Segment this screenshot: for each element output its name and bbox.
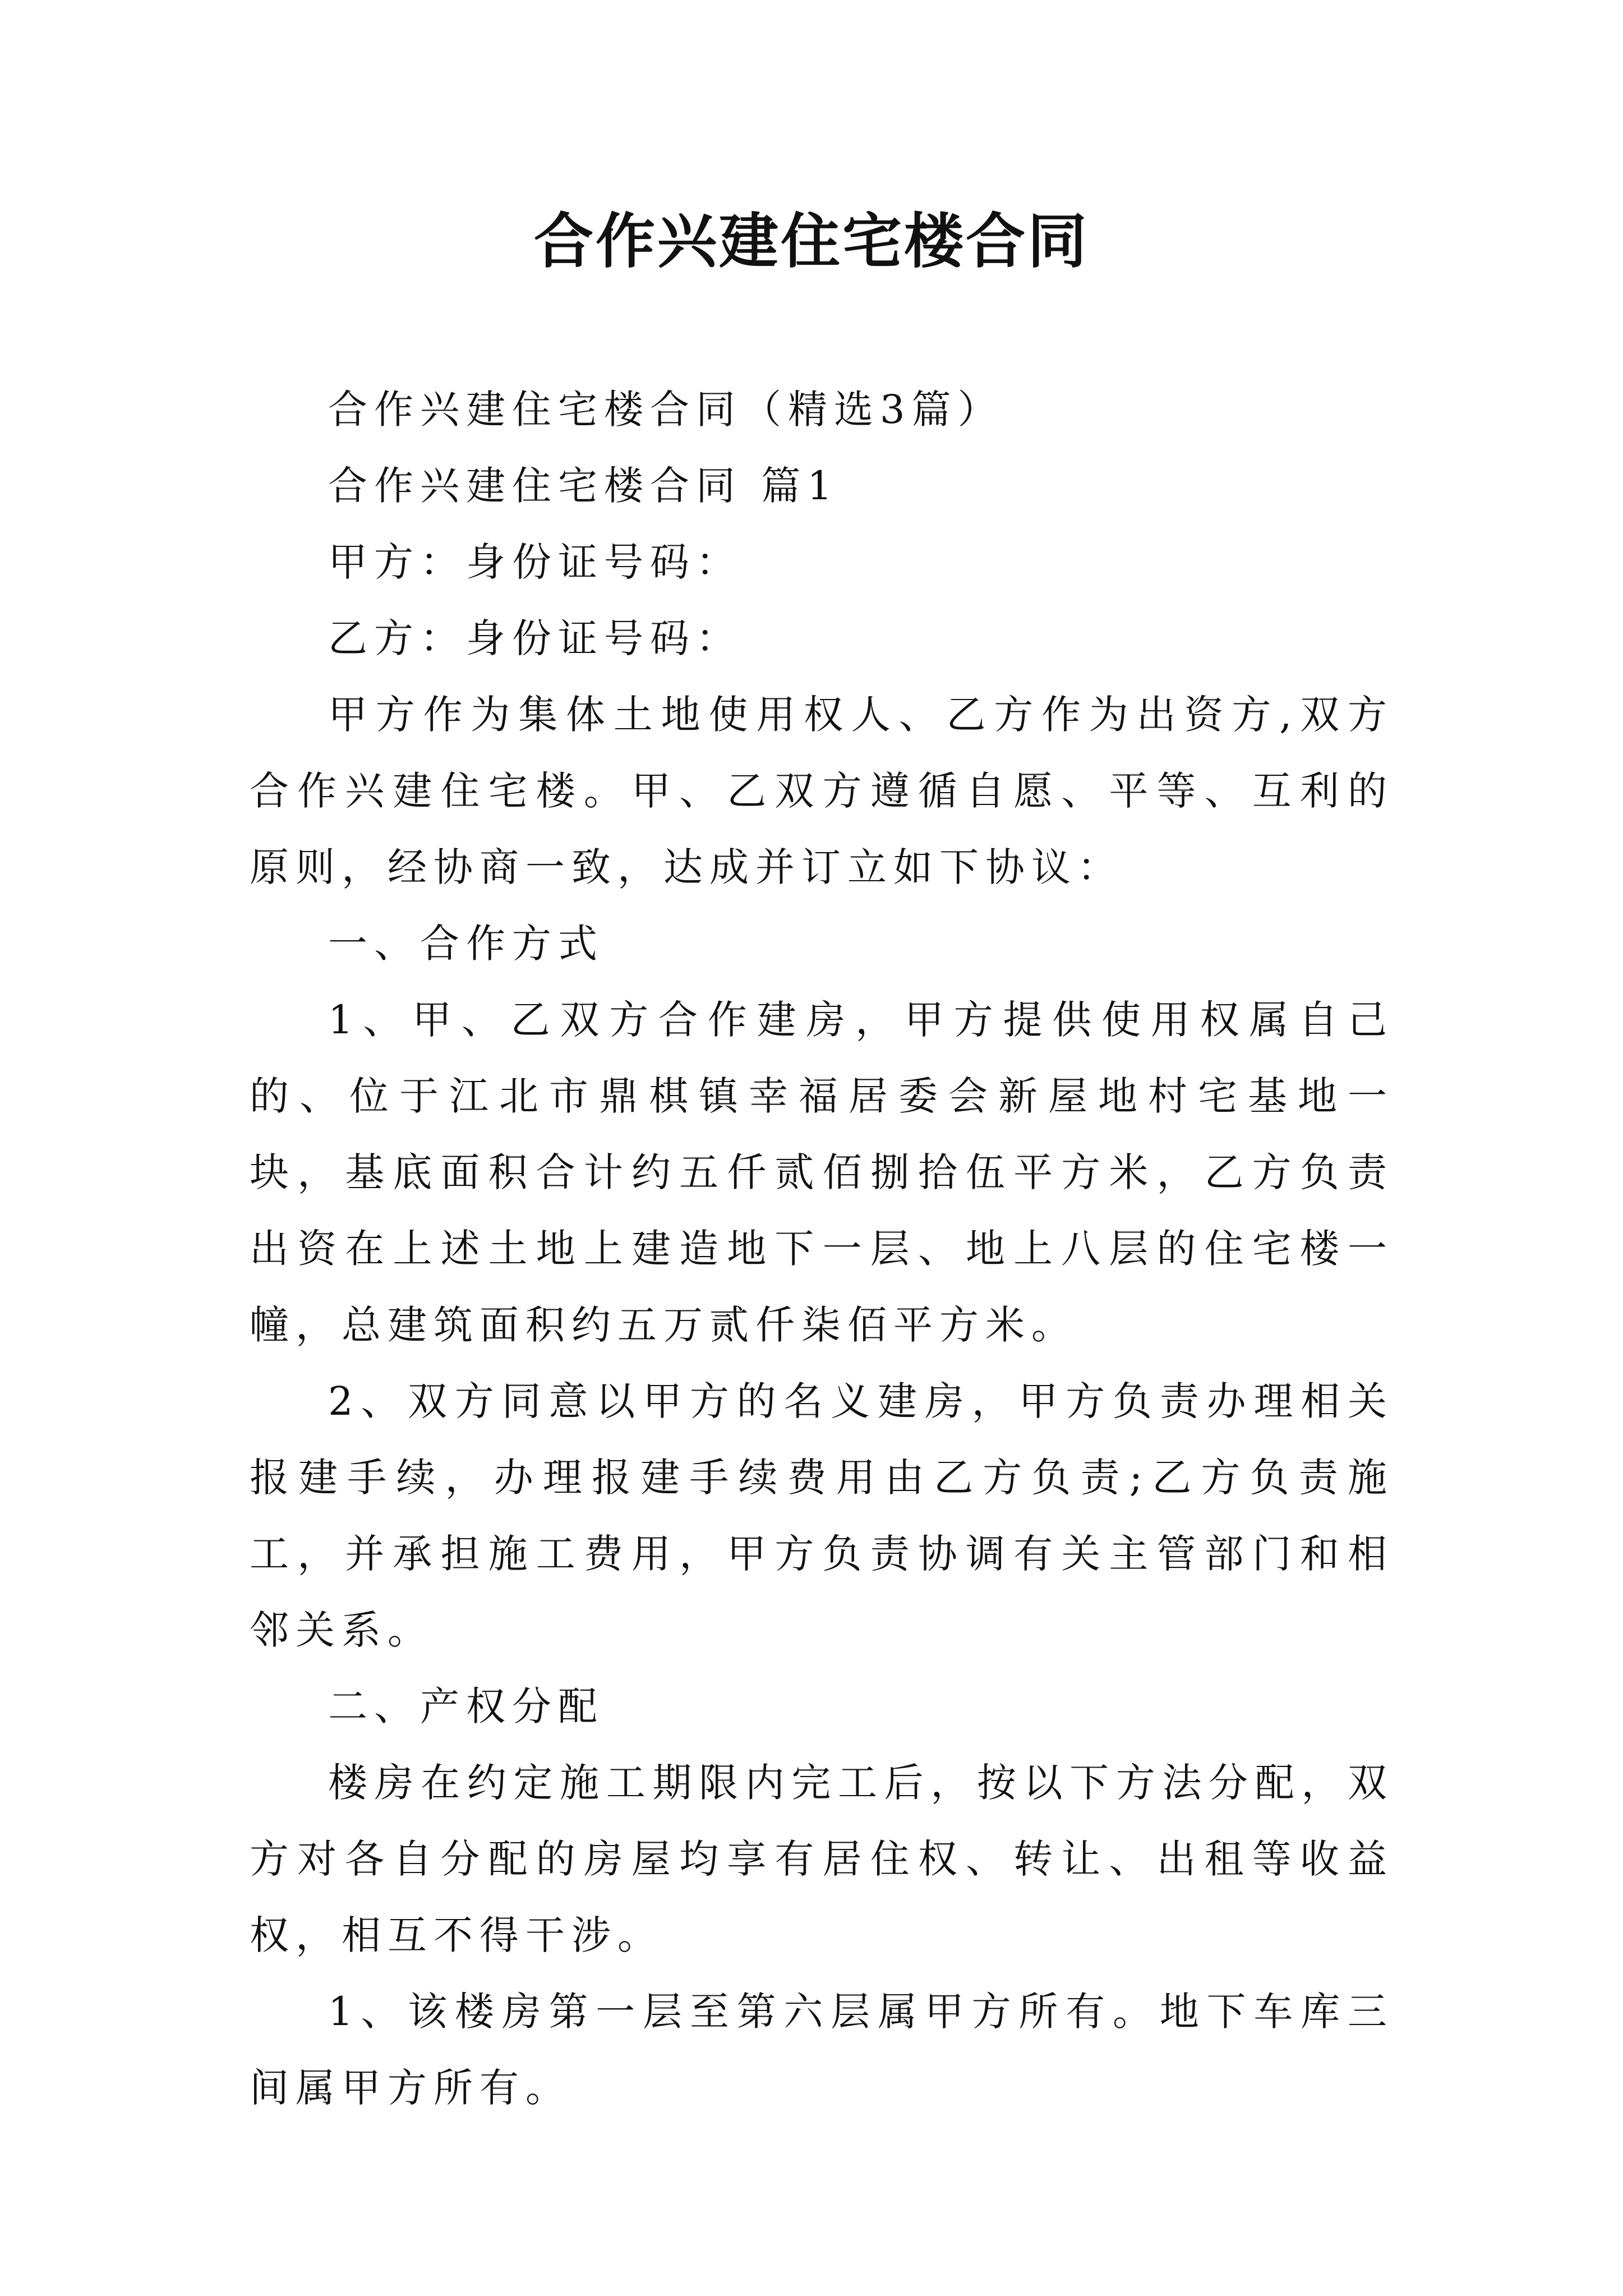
paragraph-clause-1-1: 1、甲、乙双方合作建房，甲方提供使用权属自己的、位于江北市鼎棋镇幸福居委会新屋地村宅基地一块，基底面积合计约五仟贰佰捌拾伍平方米，乙方负责出资在上述土地上建造地下一层、地上八层的住宅楼一幢，总建筑面积约五万贰仟柒佰平方米。	[250, 997, 1394, 1348]
paragraph-clause-2-1: 1、该楼房第一层至第六层属甲方所有。地下车库三间属甲方所有。	[250, 1989, 1394, 2111]
paragraph-party-b: 乙方：身份证号码：	[328, 615, 742, 661]
paragraph-subtitle: 合作兴建住宅楼合同（精选3篇）	[328, 386, 1004, 432]
paragraph-preamble: 甲方作为集体土地使用权人、乙方作为出资方,双方合作兴建住宅楼。甲、乙双方遵循自愿、平等、互利的原则，经协商一致，达成并订立如下协议：	[250, 692, 1394, 890]
document-body	[250, 371, 1394, 2126]
paragraph-heading-property: 二、产权分配	[328, 1683, 604, 1729]
paragraph-party-a: 甲方：身份证号码：	[328, 539, 742, 585]
paragraph-clause-1-2: 2、双方同意以甲方的名义建房，甲方负责办理相关报建手续，办理报建手续费用由乙方负责;乙方负责施工，并承担施工费用，甲方负责协调有关主管部门和相邻关系。	[250, 1378, 1394, 1653]
paragraph-section-heading: 合作兴建住宅楼合同 篇1	[328, 463, 839, 509]
document-title: 合作兴建住宅楼合同	[534, 206, 1089, 276]
paragraph-property-intro: 楼房在约定施工期限内完工后，按以下方法分配，双方对各自分配的房屋均享有居住权、转让、出租等收益权，相互不得干涉。	[250, 1760, 1394, 1958]
paragraph-heading-cooperation: 一、合作方式	[328, 921, 604, 967]
